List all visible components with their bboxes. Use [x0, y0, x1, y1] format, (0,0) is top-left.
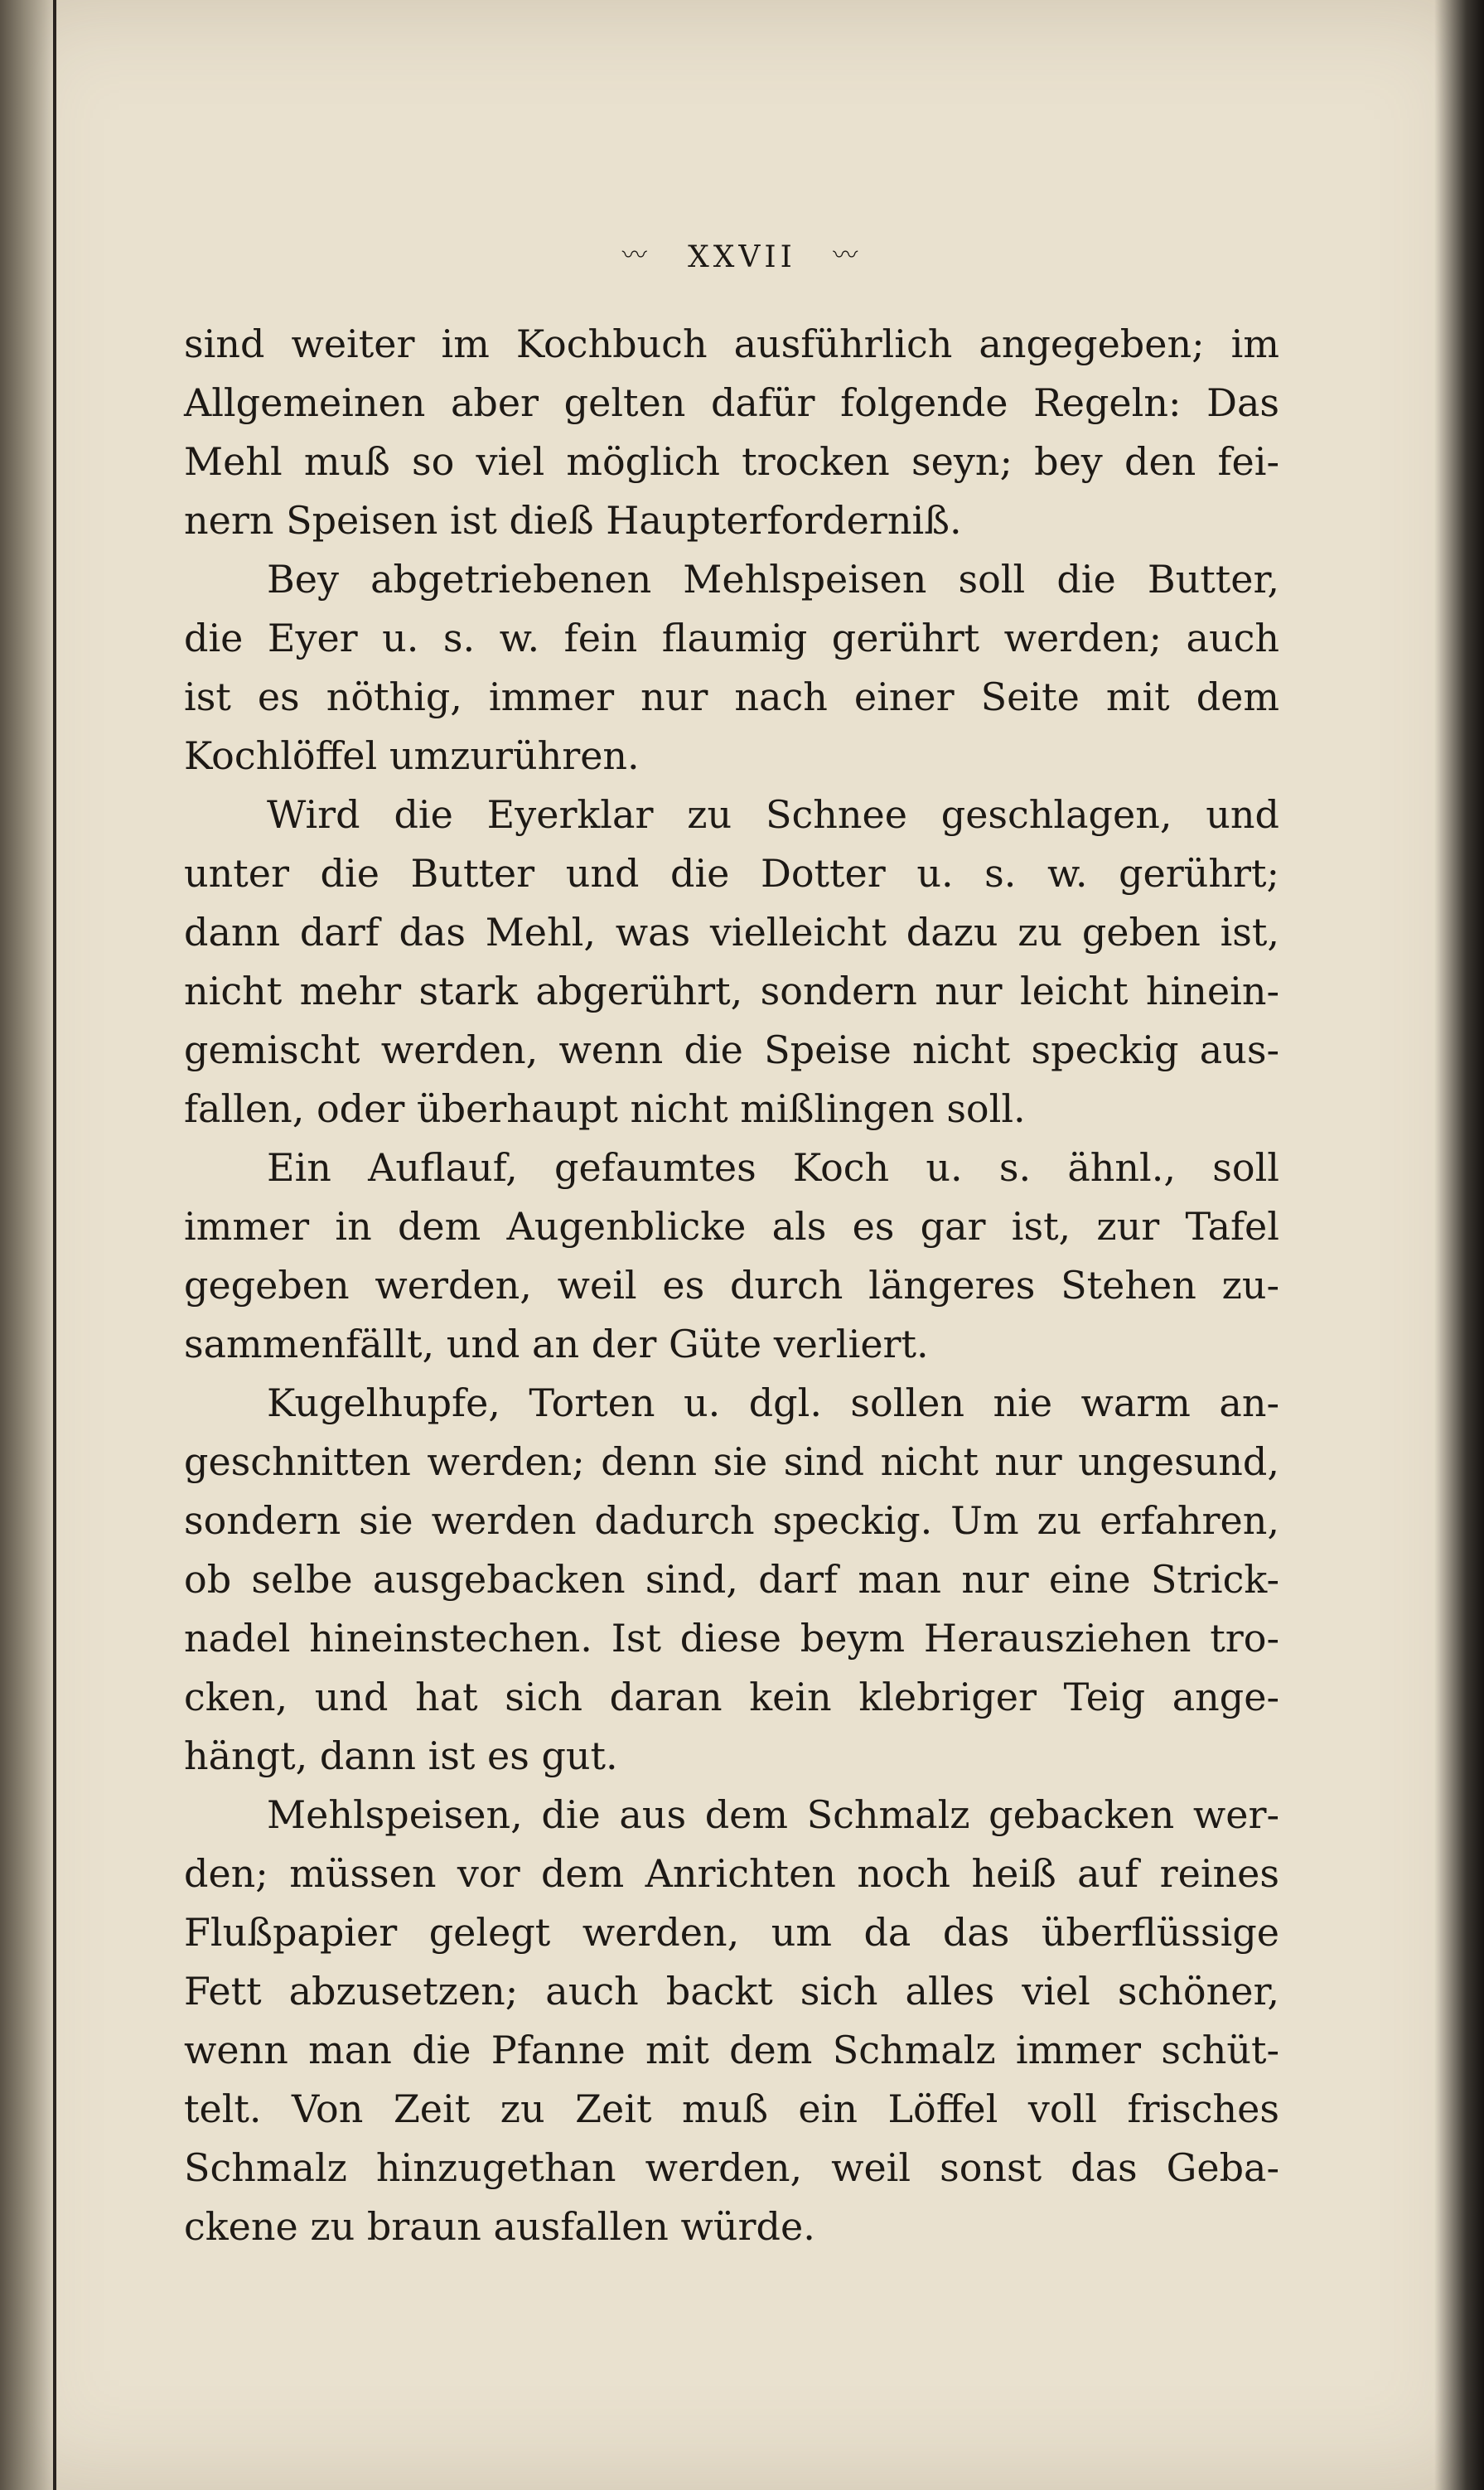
text-line: geschnitten werden; denn sie sind nicht nur ungesund,: [184, 1439, 1279, 1484]
text-line: dann darf das Mehl, was vielleicht dazu zu geben ist,: [184, 910, 1279, 955]
text-line: immer in dem Augenblicke als es gar ist, zur Tafel: [184, 1204, 1279, 1249]
ornament-right-icon: 〰: [833, 241, 863, 270]
text-line: wenn man die Pfanne mit dem Schmalz immer schüt-: [184, 2028, 1279, 2072]
text-line: den; müssen vor dem Anrichten noch heiß auf reines: [184, 1851, 1279, 1896]
text-line: Schmalz hinzugethan werden, weil sonst das Geba-: [184, 2145, 1279, 2190]
text-line: gemischt werden, wenn die Speise nicht speckig aus-: [184, 1027, 1279, 1072]
binding-shadow: [0, 0, 58, 2490]
text-line: nern Speisen ist dieß Haupterforderniß.: [184, 498, 962, 543]
text-line: ob selbe ausgebacken sind, darf man nur eine Strick-: [184, 1557, 1279, 1602]
page-header: [0, 234, 1484, 274]
text-line: ist es nöthig, immer nur nach einer Seite mit dem: [184, 674, 1279, 719]
text-line: nadel hineinstechen. Ist diese beym Herausziehen tro-: [184, 1616, 1279, 1661]
text-line: Flußpapier gelegt werden, um da das überflüssige: [184, 1910, 1279, 1955]
text-line: hängt, dann ist es gut.: [184, 1733, 618, 1778]
text-line: die Eyer u. s. w. fein flaumig gerührt werden; auch: [184, 616, 1279, 660]
text-line: gegeben werden, weil es durch längeres Stehen zu-: [184, 1263, 1279, 1308]
gutter-edge: [53, 0, 56, 2490]
text-line: cken, und hat sich daran kein klebriger Teig ange-: [184, 1675, 1279, 1719]
text-line: Bey abgetriebenen Mehlspeisen soll die Butter,: [267, 557, 1279, 602]
text-line: sondern sie werden dadurch speckig. Um zu erfahren,: [184, 1498, 1279, 1543]
body-text: [184, 315, 1279, 2256]
text-line: ckene zu braun ausfallen würde.: [184, 2204, 815, 2249]
ornament-left-icon: 〰: [621, 241, 651, 270]
text-line: Mehlspeisen, die aus dem Schmalz gebacken wer-: [267, 1792, 1279, 1837]
text-line: telt. Von Zeit zu Zeit muß ein Löffel voll frisches: [184, 2086, 1279, 2131]
text-line: unter die Butter und die Dotter u. s. w. gerührt;: [184, 851, 1279, 896]
text-line: Allgemeinen aber gelten dafür folgende Regeln: Das: [184, 380, 1279, 425]
text-line: Kochlöffel umzurühren.: [184, 733, 640, 778]
text-line: Wird die Eyerklar zu Schnee geschlagen, und: [267, 792, 1279, 837]
text-line: Fett abzusetzen; auch backt sich alles viel schöner,: [184, 1969, 1279, 2014]
page-number: XXVII: [688, 240, 796, 274]
text-line: nicht mehr stark abgerührt, sondern nur leicht hinein-: [184, 969, 1279, 1013]
text-line: Mehl muß so viel möglich trocken seyn; bey den fei-: [184, 439, 1279, 484]
text-line: Kugelhupfe, Torten u. dgl. sollen nie warm an-: [267, 1380, 1279, 1425]
text-line: sammenfällt, und an der Güte verliert.: [184, 1322, 929, 1366]
text-line: fallen, oder überhaupt nicht mißlingen soll.: [184, 1086, 1026, 1131]
page-edge-shadow: [1434, 0, 1484, 2490]
text-line: Ein Auflauf, gefaumtes Koch u. s. ähnl., soll: [267, 1145, 1279, 1190]
text-line: sind weiter im Kochbuch ausführlich angegeben; im: [184, 322, 1279, 366]
